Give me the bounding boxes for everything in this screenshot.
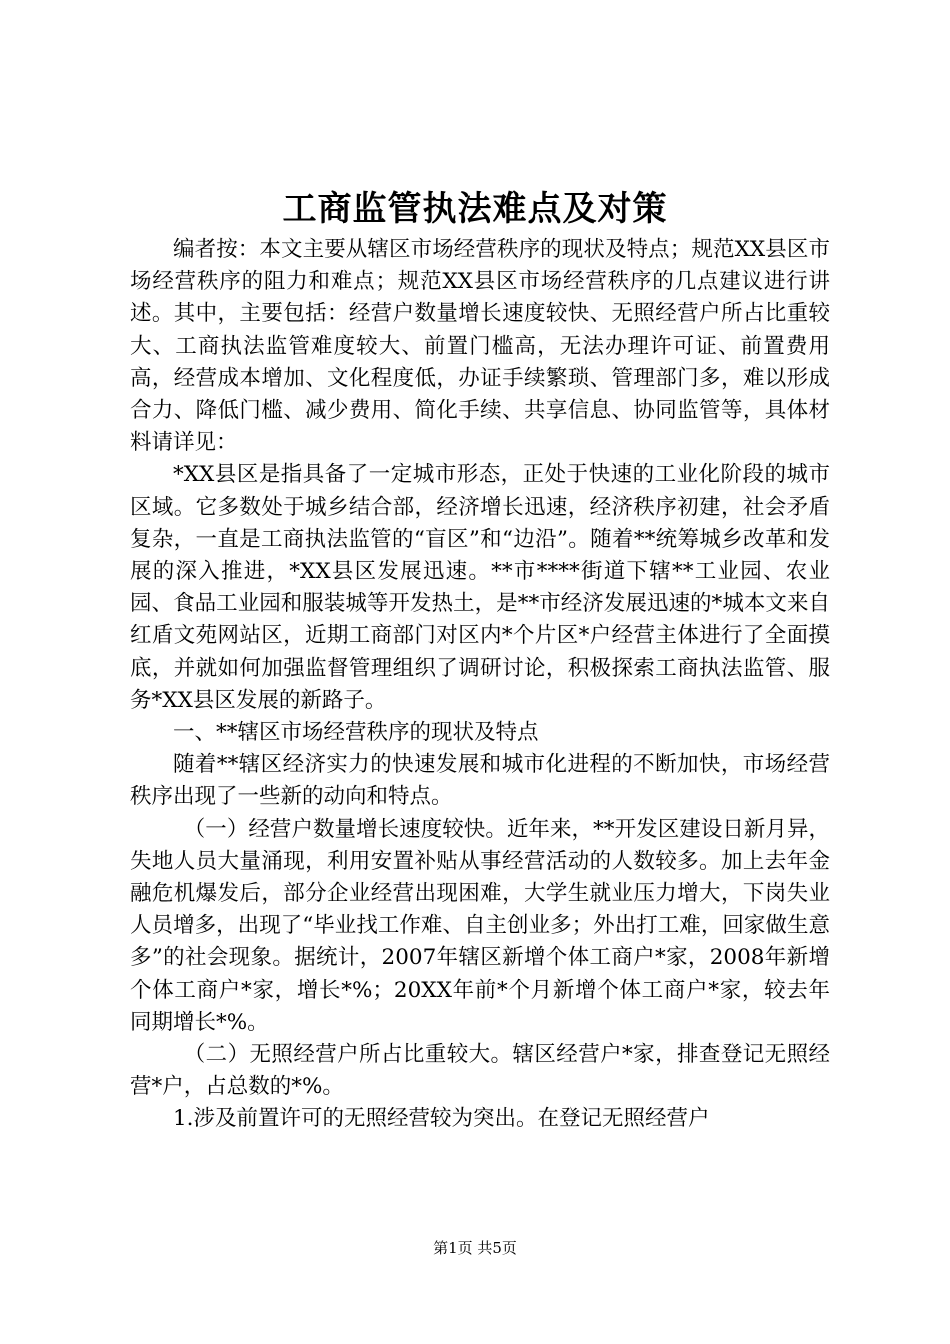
list-item-paragraph: 1.涉及前置许可的无照经营较为突出。在登记无照经营户 [173, 1106, 710, 1132]
subsection-paragraph: （二）无照经营户所占比重较大。辖区经营户*家，排查登记无照经营*户，占总数的*%。 [130, 1042, 830, 1100]
editor-note-paragraph: 编者按：本文主要从辖区市场经营秩序的现状及特点；规范XX县区市场经营秩序的阻力和难点；规范XX县区市场经营秩序的几点建议进行讲述。其中，主要包括：经营户数量增长速度较快、无照经营户所占比重较大、工商执法监管难度较大、前置门槛高，无法办理许可证、前置费用高，经营成本增加、文化程度低，办证手续繁琐、管理部门多，难以形成合力、降低门槛、减少费用、简化手续、共享信息、协同监管等，具体材料请详见： [130, 237, 830, 456]
section-heading: 一、**辖区市场经营秩序的现状及特点 [173, 720, 539, 746]
intro-paragraph: *XX县区是指具备了一定城市形态，正处于快速的工业化阶段的城市区域。它多数处于城乡结合部，经济增长迅速，经济秩序初建，社会矛盾复杂，一直是工商执法监管的“盲区”和“边沿”。随着**统筹城乡改革和发展的深入推进，*XX县区发展迅速。**市****街道下辖**工业园、农业园、食品工业园和服装城等开发热土，是**市经济发展迅速的*城本文来自红盾文苑网站区，近期工商部门对区内*个片区*户经营主体进行了全面摸底，并就如何加强监督管理组织了调研讨论，积极探索工商执法监管、服务*XX县区发展的新路子。 [130, 462, 830, 713]
body-paragraph: 随着**辖区经济实力的快速发展和城市化进程的不断加快，市场经营秩序出现了一些新的动向和特点。 [130, 752, 830, 810]
subsection-paragraph: （一）经营户数量增长速度较快。近年来，**开发区建设日新月异，失地人员大量涌现，利用安置补贴从事经营活动的人数较多。加上去年金融危机爆发后，部分企业经营出现困难，大学生就业压力增大，下岗失业人员增多，出现了“毕业找工作难、自主创业多；外出打工难，回家做生意多”的社会现象。据统计，2007年辖区新增个体工商户*家，2008年新增个体工商户*家，增长*%；20XX年前*个月新增个体工商户*家，较去年同期增长*%。 [130, 816, 830, 1035]
page-footer: 第1页 共5页 [433, 1239, 517, 1257]
document-title: 工商监管执法难点及对策 [282, 189, 668, 229]
document-body [130, 234, 830, 1136]
